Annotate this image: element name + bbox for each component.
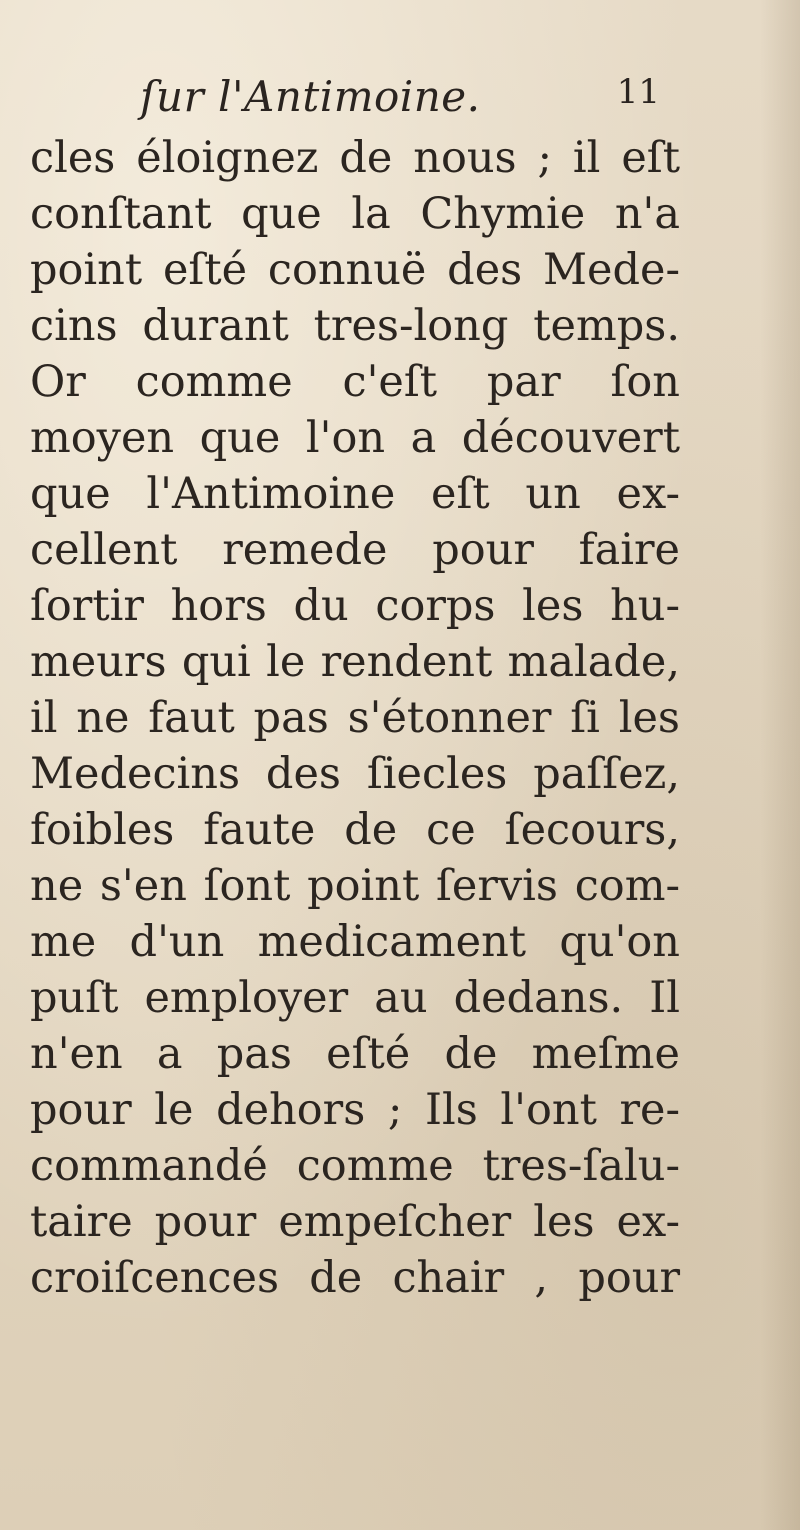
text-line: conſtant que la Chymie n'a [30,189,680,239]
text-line: n'en a pas eſté de meſme [30,1029,680,1079]
text-line: cins durant tres-long temps. [30,301,680,351]
text-line: point eſté connuë des Mede- [30,245,680,295]
text-line: foibles faute de ce ſecours, [30,805,680,855]
text-line: cles éloignez de nous ; il eſt [30,133,680,183]
text-line: que l'Antimoine eſt un ex- [30,469,680,519]
text-line: me d'un medicament qu'on [30,917,680,967]
text-line: pour le dehors ; Ils l'ont re- [30,1085,680,1135]
running-head: ſur l'Antimoine. [140,72,481,121]
text-line: commandé comme tres-ſalu- [30,1141,680,1191]
text-line: ſortir hors du corps les hu- [30,581,680,631]
text-line: puſt employer au dedans. Il [30,973,680,1023]
page-number: 11 [616,72,660,112]
text-line: il ne faut pas s'étonner ſi les [30,693,680,743]
page-header [140,72,660,132]
text-line: meurs qui le rendent malade, [30,637,680,687]
text-line: Or comme c'eſt par ſon [30,357,680,407]
text-line: cellent remede pour faire [30,525,680,575]
text-line: ne s'en ſont point ſervis com- [30,861,680,911]
text-line: taire pour empeſcher les ex- [30,1197,680,1247]
text-line: croiſcences de chair , pour [30,1253,680,1303]
text-line: Medecins des ſiecles paſſez, [30,749,680,799]
text-line: moyen que l'on a découvert [30,413,680,463]
page-edge-shadow [760,0,800,1530]
